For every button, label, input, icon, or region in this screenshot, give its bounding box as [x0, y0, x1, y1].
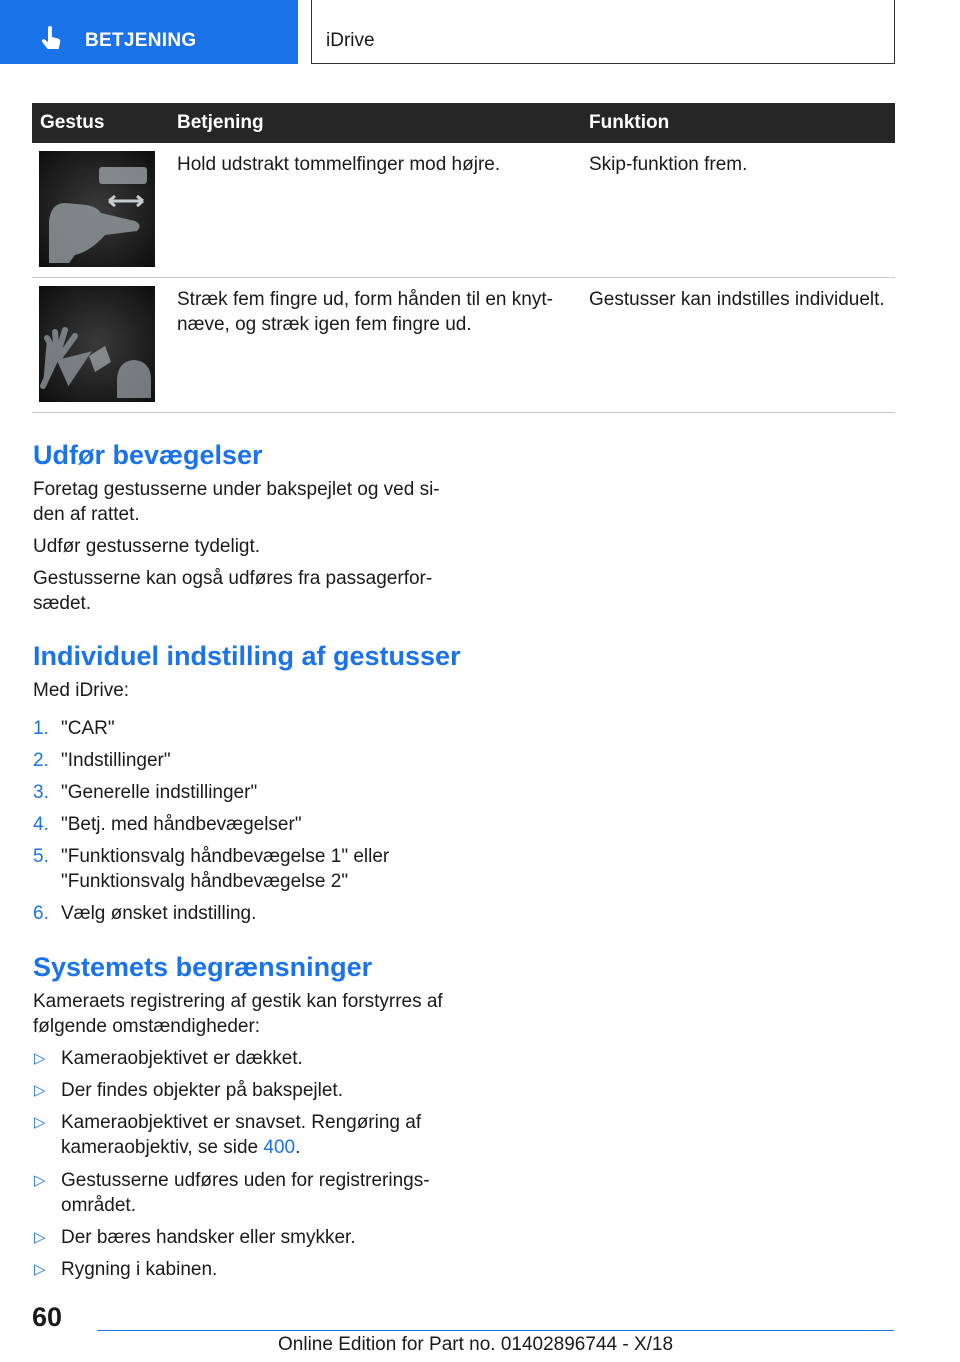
text-line: kameraobjektiv, se side	[61, 1137, 264, 1158]
triangle-bullet-icon: ▷	[34, 1114, 46, 1131]
function-cell: Skip-funktion frem.	[581, 143, 895, 278]
triangle-bullet-icon: ▷	[34, 1229, 46, 1246]
paragraph: Udfør gestusserne tydeligt.	[33, 536, 261, 557]
bullet-text: Der findes objekter på bakspejlet.	[61, 1080, 343, 1101]
gesture-image-cell	[32, 143, 169, 278]
section-tab-betjening[interactable]	[0, 0, 298, 64]
open-close-hand-gesture-image	[39, 286, 155, 402]
text-line: Gestusserne udføres uden for registrerings-	[61, 1170, 430, 1191]
gesture-image-cell	[32, 278, 169, 413]
text-line: .	[295, 1137, 301, 1158]
text-line: "Funktionsvalg håndbevægelse 2"	[61, 871, 349, 892]
text-line: Foretag gestusserne under bakspejlet og ved si-	[33, 479, 440, 500]
bullet-text: Kameraobjektivet er dækket.	[61, 1048, 303, 1069]
operation-cell	[169, 278, 581, 413]
section-heading: Udfør bevægelser	[33, 440, 263, 470]
operation-cell: Hold udstrakt tommelfinger mod højre.	[169, 143, 581, 278]
column-header-betjening: Betjening	[169, 103, 581, 143]
thumb-swipe-gesture-image	[39, 151, 155, 267]
column-header-funktion: Funktion	[581, 103, 895, 143]
triangle-bullet-icon: ▷	[34, 1082, 46, 1099]
step-number: 1.	[33, 718, 49, 739]
text-line: "Funktionsvalg håndbevægelse 1" eller	[61, 846, 390, 867]
text-line: Kameraobjektivet er snavset. Rengøring af	[61, 1112, 422, 1133]
footer-divider	[97, 1330, 894, 1331]
step-number: 5.	[33, 846, 49, 867]
triangle-bullet-icon: ▷	[34, 1261, 46, 1278]
column-header-gestus: Gestus	[32, 103, 169, 143]
page-number: 60	[32, 1302, 63, 1332]
bullet-text	[61, 1168, 461, 1218]
step-text	[61, 844, 461, 894]
page-reference-link[interactable]: 400	[263, 1137, 296, 1158]
text-line: sædet.	[33, 593, 92, 614]
tab-label: BETJENING	[85, 30, 197, 51]
section-tab-idrive[interactable]	[311, 0, 895, 64]
step-text: Vælg ønsket indstilling.	[61, 903, 257, 924]
section-heading: Systemets begrænsninger	[33, 952, 373, 982]
operation-line: Stræk fem fingre ud, form hånden til en knyt-	[177, 289, 553, 310]
step-text: "CAR"	[61, 718, 115, 739]
step-number: 4.	[33, 814, 49, 835]
section-heading: Individuel indstilling af gestusser	[33, 641, 461, 671]
paragraph	[33, 566, 453, 616]
text-line: Kameraets registrering af gestik kan forstyrres af	[33, 991, 443, 1012]
paragraph	[33, 477, 453, 527]
step-number: 6.	[33, 903, 49, 924]
triangle-bullet-icon: ▷	[34, 1172, 46, 1189]
operation-line: næve, og stræk igen fem fingre ud.	[177, 314, 472, 335]
table-header-row	[32, 103, 895, 143]
step-number: 3.	[33, 782, 49, 803]
bullet-text: Rygning i kabinen.	[61, 1259, 218, 1280]
footer-text: Online Edition for Part no. 01402896744 - X/18	[278, 1334, 674, 1355]
table-row	[32, 278, 895, 413]
step-text: "Indstillinger"	[61, 750, 171, 771]
table-row	[32, 143, 895, 278]
hand-touch-icon	[40, 26, 64, 52]
step-text: "Generelle indstillinger"	[61, 782, 258, 803]
paragraph	[33, 989, 453, 1039]
paragraph: Med iDrive:	[33, 680, 130, 701]
text-line: området.	[61, 1195, 136, 1216]
step-text: "Betj. med håndbevægelser"	[61, 814, 302, 835]
gesture-table	[32, 103, 895, 413]
step-number: 2.	[33, 750, 49, 771]
tab-label: iDrive	[326, 30, 375, 51]
bullet-text	[61, 1110, 461, 1160]
text-line: Gestusserne kan også udføres fra passagerfor-	[33, 568, 433, 589]
text-line: følgende omstændigheder:	[33, 1016, 261, 1037]
triangle-bullet-icon: ▷	[34, 1050, 46, 1067]
function-cell: Gestusser kan indstilles individuelt.	[581, 278, 895, 413]
bullet-text: Der bæres handsker eller smykker.	[61, 1227, 356, 1248]
text-line: den af rattet.	[33, 504, 140, 525]
